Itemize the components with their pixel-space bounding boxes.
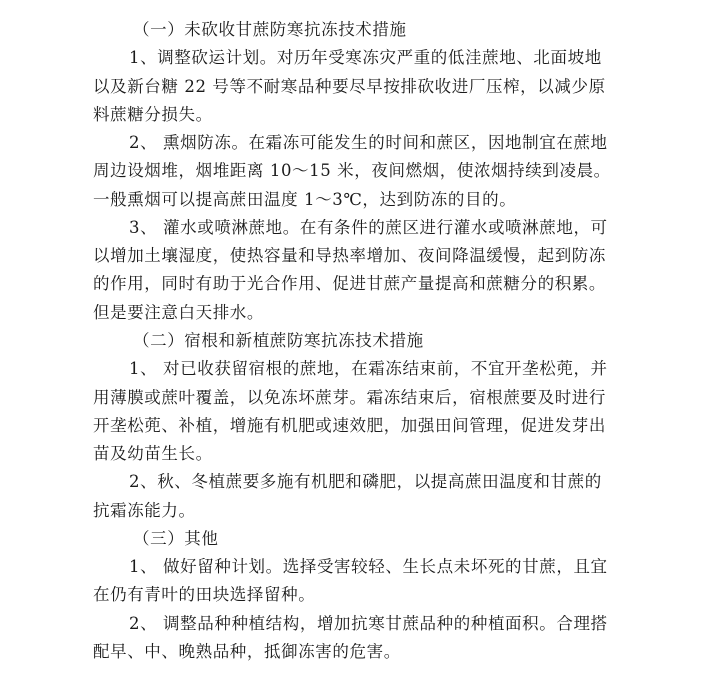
paragraph-line: 1、调整砍运计划。对历年受寒冻灾严重的低洼蔗地、北面坡地 [129,48,602,67]
paragraph-line: 用薄膜或蔗叶覆盖，以免冻坏蔗芽。霜冻结束后，宿根蔗要及时进行 [93,388,606,407]
section-heading-1: （一）未砍收甘蔗防寒抗冻技术措施 [133,20,407,39]
paragraph-line: 的作用，同时有助于光合作用、促进甘蔗产量提高和蔗糖分的积累。 [93,274,606,293]
paragraph-line: 1、 对已收获留宿根的蔗地，在霜冻结束前，不宜开垄松蔸，并 [129,359,608,378]
paragraph-line: 周边设烟堆，烟堆距离 10～15 米，夜间燃烟，使浓烟持续到凌晨。 [93,161,611,180]
paragraph-line: 但是要注意白天排水。 [93,303,264,322]
paragraph-line: 1、 做好留种计划。选择受害较轻、生长点未坏死的甘蔗，且宜 [129,557,608,576]
paragraph-line: 一般熏烟可以提高蔗田温度 1～3℃，达到防冻的目的。 [93,190,517,209]
paragraph-line: 抗霜冻能力。 [93,501,196,520]
paragraph-line: 以增加土壤湿度，使热容量和导热率增加、夜间降温缓慢，起到防冻 [93,246,606,265]
paragraph-line: 配早、中、晚熟品种，抵御冻害的危害。 [93,642,401,661]
paragraph-line: 在仍有青叶的田块选择留种。 [93,585,316,604]
paragraph-line: 3、 灌水或喷淋蔗地。在有条件的蔗区进行灌水或喷淋蔗地，可 [129,218,608,237]
paragraph-line: 苗及幼苗生长。 [93,444,213,463]
paragraph-line: 料蔗糖分损失。 [93,105,213,124]
paragraph-line: 2、秋、冬植蔗要多施有机肥和磷肥，以提高蔗田温度和甘蔗的 [129,472,602,491]
section-heading-2: （二）宿根和新植蔗防寒抗冻技术措施 [133,331,424,350]
paragraph-line: 2、 调整品种种植结构，增加抗寒甘蔗品种的种植面积。合理搭 [129,614,608,633]
section-heading-3: （三）其他 [133,529,219,548]
paragraph-line: 以及新台糖 22 号等不耐寒品种要尽早按排砍收进厂压榨，以减少原 [93,77,606,96]
paragraph-line: 开垄松蔸、补植，增施有机肥或速效肥，加强田间管理，促进发芽出 [93,416,606,435]
paragraph-line: 2、 熏烟防冻。在霜冻可能发生的时间和蔗区，因地制宜在蔗地 [129,133,608,152]
